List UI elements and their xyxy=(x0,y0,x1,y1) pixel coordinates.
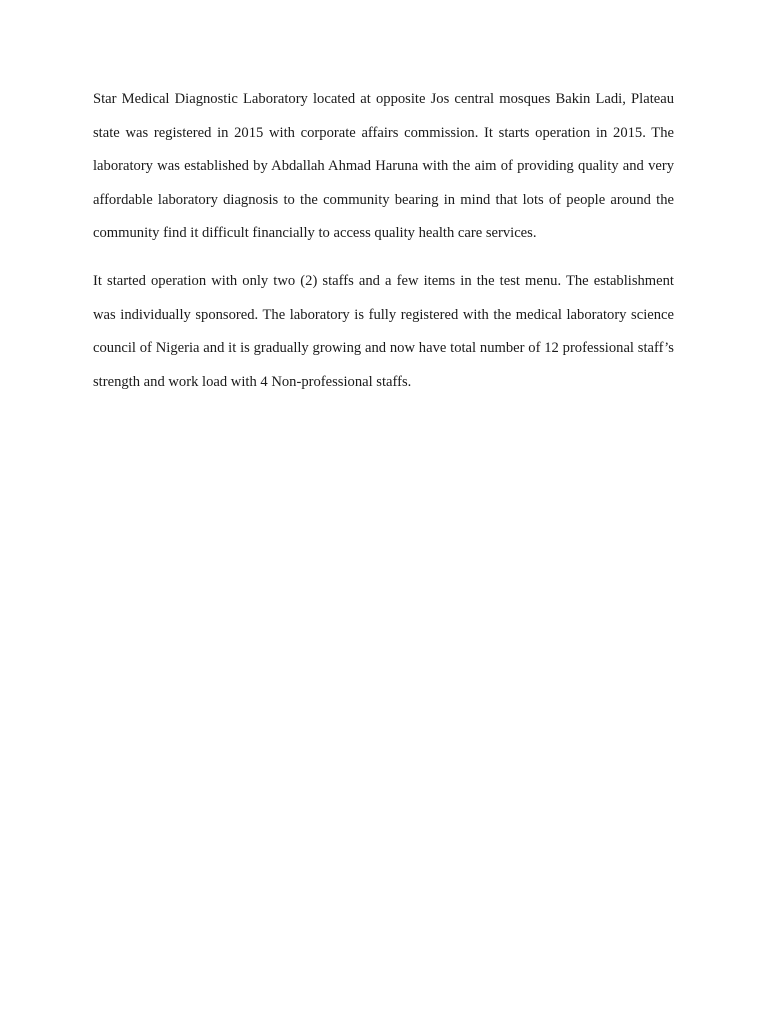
document-body xyxy=(93,83,674,399)
paragraph-operations: It started operation with only two (2) staffs and a few items in the test menu. The establishment was individually sponsored. The laboratory is fully registered with the medical laboratory science council of Nigeria and it is gradually growing and now have total number of 12 professional staff’s strength and work load with 4 Non-professional staffs. xyxy=(93,273,674,390)
paragraph-history: Star Medical Diagnostic Laboratory located at opposite Jos central mosques Bakin Ladi, Plateau state was registered in 2015 with corporate affairs commission. It starts operation in 2015. The laboratory was established by Abdallah Ahmad Haruna with the aim of providing quality and very affordable laboratory diagnosis to the community bearing in mind that lots of people around the community find it difficult financially to access quality health care services. xyxy=(93,91,674,241)
